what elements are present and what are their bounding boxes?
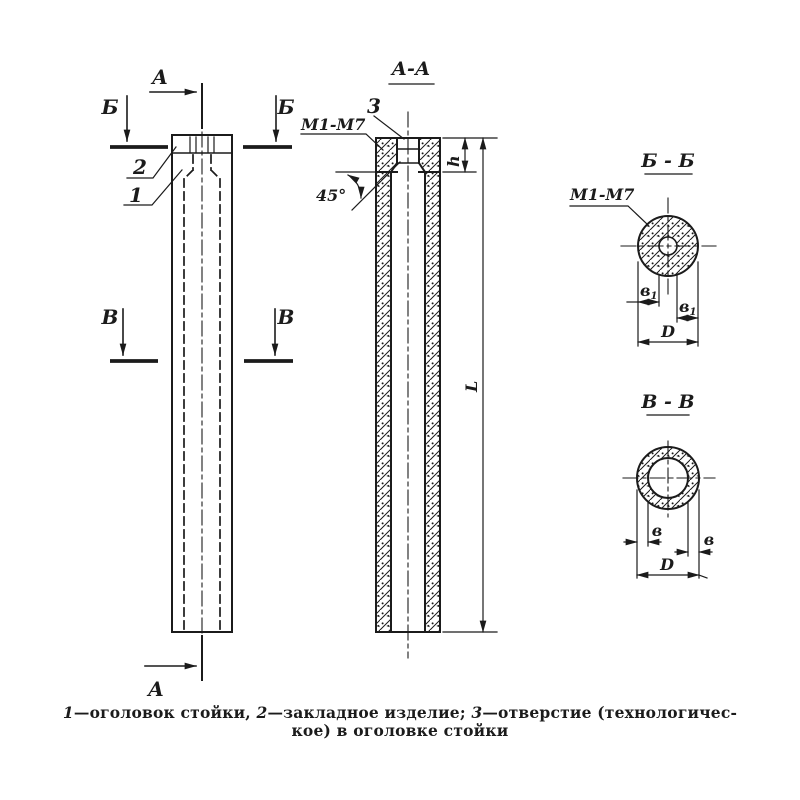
callout-label-2: 2 — [133, 155, 147, 179]
bb-v1-right-label: в1 — [679, 297, 697, 318]
embed-mark-label-aa: М1-М7 — [301, 115, 366, 134]
section-aa-title: А-А — [391, 58, 431, 80]
callout-leader-3 — [374, 116, 404, 139]
callout-label-1: 1 — [129, 183, 143, 207]
caption-text-2: —закладное изделие; — [267, 703, 472, 722]
section-vv-view — [623, 391, 715, 578]
bb-d-label: D — [661, 322, 675, 341]
cut-label-a-top: А — [151, 65, 169, 89]
caption-num-3: 3 — [471, 703, 483, 722]
angle-label: 45° — [316, 186, 347, 205]
figure-caption — [0, 704, 800, 741]
callout-label-3: 3 — [367, 94, 381, 118]
section-aa-view — [300, 58, 497, 658]
cut-label-v-left: В — [101, 305, 119, 329]
cut-label-b-right: Б — [277, 95, 295, 119]
embed-mark-leader-aa — [301, 134, 383, 150]
cut-label-b-left: Б — [101, 95, 119, 119]
h-dimension-label: h — [444, 155, 463, 167]
caption-num-1: 1 — [62, 703, 74, 722]
caption-text-1: —оголовок стойки, — [73, 703, 257, 722]
cut-label-v-right: В — [277, 305, 295, 329]
embed-mark-leader-bb — [570, 206, 647, 224]
vv-v-right-label: в — [703, 530, 715, 549]
vv-d-label: D — [660, 555, 674, 574]
section-bb-title: Б - Б — [641, 150, 695, 172]
angle-arc — [348, 175, 361, 198]
bb-v1-left-label: в1 — [640, 281, 658, 302]
caption-line-1 — [0, 704, 800, 722]
caption-line-2: кое) в оголовке стойки — [291, 721, 509, 741]
l-dimension-label: L — [462, 380, 481, 392]
embed-mark-label-bb: М1-М7 — [570, 185, 635, 204]
section-vv-title: В - В — [641, 391, 695, 413]
right-wall-hatch — [419, 138, 440, 632]
cut-label-a-bottom: А — [147, 677, 165, 701]
vv-v-left-label: в — [651, 521, 663, 540]
vv-d-tail — [699, 575, 707, 578]
elevation-view — [100, 65, 294, 701]
left-wall-hatch — [376, 138, 397, 632]
caption-num-2: 2 — [256, 703, 268, 722]
section-bb-view — [569, 150, 716, 346]
caption-text-3: —отверстие (технологичес- — [482, 703, 738, 722]
